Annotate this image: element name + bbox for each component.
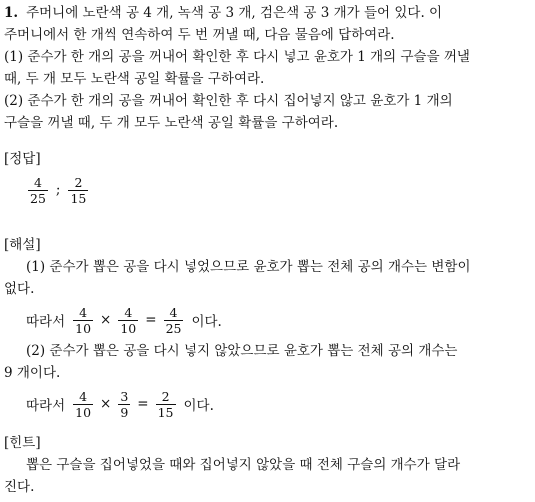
fraction-denominator: 10: [75, 320, 92, 336]
explanation-2-line-2: 9 개이다.: [4, 365, 61, 381]
question-1-line-1: (1) 준수가 한 개의 공을 꺼내어 확인한 후 다시 넣고 윤호가 1 개의 구슬을 꺼낼: [4, 49, 470, 65]
question-1-line-2: 때, 두 개 모두 노란색 공일 확률을 구하여라.: [4, 71, 265, 87]
fraction-numerator: 4: [79, 388, 88, 404]
problem-line-2: 주머니에서 한 개씩 연속하여 두 번 꺼낼 때, 다음 물음에 답하여라.: [4, 27, 395, 43]
equation-fraction: [73, 389, 93, 420]
answer-row: [4, 170, 531, 210]
fraction-denominator: 25: [30, 190, 46, 206]
explanation-1-line-1: (1) 준수가 뽑은 공을 다시 넣었으므로 윤호가 뽑는 전체 공의 개수는 변함이: [26, 259, 471, 275]
explanation-header: [해설]: [4, 237, 41, 253]
equals-sign: =: [145, 312, 157, 328]
fraction-numerator: 2: [161, 388, 170, 404]
answer-header: [정답]: [4, 151, 41, 167]
problem-line-1: [4, 2, 531, 24]
fraction-denominator: 15: [157, 404, 174, 420]
equation-fraction: [118, 305, 138, 336]
equation-prefix: 따라서: [26, 314, 66, 330]
problem-text-1: 주머니에 노란색 공 4 개, 녹색 공 3 개, 검은색 공 3 개가 들어 있다. 이: [26, 5, 443, 21]
hint-line-2: 진다.: [4, 479, 35, 495]
question-2-line-1: (2) 준수가 한 개의 공을 꺼내어 확인한 후 다시 집어넣지 않고 윤호가 1 개의: [4, 93, 453, 109]
fraction-denominator: 10: [120, 320, 137, 336]
fraction-denominator: 10: [75, 404, 92, 420]
answer-separator: ;: [55, 182, 61, 198]
fraction-numerator: 4: [33, 174, 42, 190]
equation-fraction: [73, 305, 93, 336]
answer-2-fraction: [68, 175, 88, 206]
fraction-numerator: 4: [79, 304, 88, 320]
problem-number: 1.: [4, 5, 19, 21]
multiply-sign: ×: [100, 396, 112, 412]
equation-suffix: 이다.: [191, 314, 222, 330]
explanation-1-line-2: 없다.: [4, 281, 35, 297]
hint-line-1: 뽑은 구슬을 집어넣었을 때와 집어넣지 않았을 때 전체 구슬의 개수가 달라: [26, 457, 461, 473]
answer-1-fraction: [28, 175, 48, 206]
fraction-denominator: 25: [165, 320, 182, 336]
explanation-1-equation: [4, 300, 531, 340]
equation-fraction: [118, 389, 130, 420]
equation-result-fraction: [164, 305, 184, 336]
equation-prefix: 따라서: [26, 398, 66, 414]
fraction-numerator: 4: [124, 304, 133, 320]
fraction-denominator: 15: [70, 190, 87, 206]
question-2-line-2: 구슬을 꺼낼 때, 두 개 모두 노란색 공일 확률을 구하여라.: [4, 115, 339, 131]
explanation-2-line-1: (2) 준수가 뽑은 공을 다시 넣지 않았으므로 윤호가 뽑는 전체 공의 개수는: [26, 343, 458, 359]
fraction-numerator: 2: [74, 174, 83, 190]
hint-header: [힌트]: [4, 435, 41, 451]
explanation-2-equation: [4, 384, 531, 424]
fraction-denominator: 9: [120, 404, 129, 420]
equals-sign: =: [137, 396, 149, 412]
equation-result-fraction: [156, 389, 176, 420]
equation-suffix: 이다.: [183, 398, 214, 414]
multiply-sign: ×: [100, 312, 112, 328]
fraction-numerator: 3: [120, 388, 129, 404]
fraction-numerator: 4: [169, 304, 178, 320]
